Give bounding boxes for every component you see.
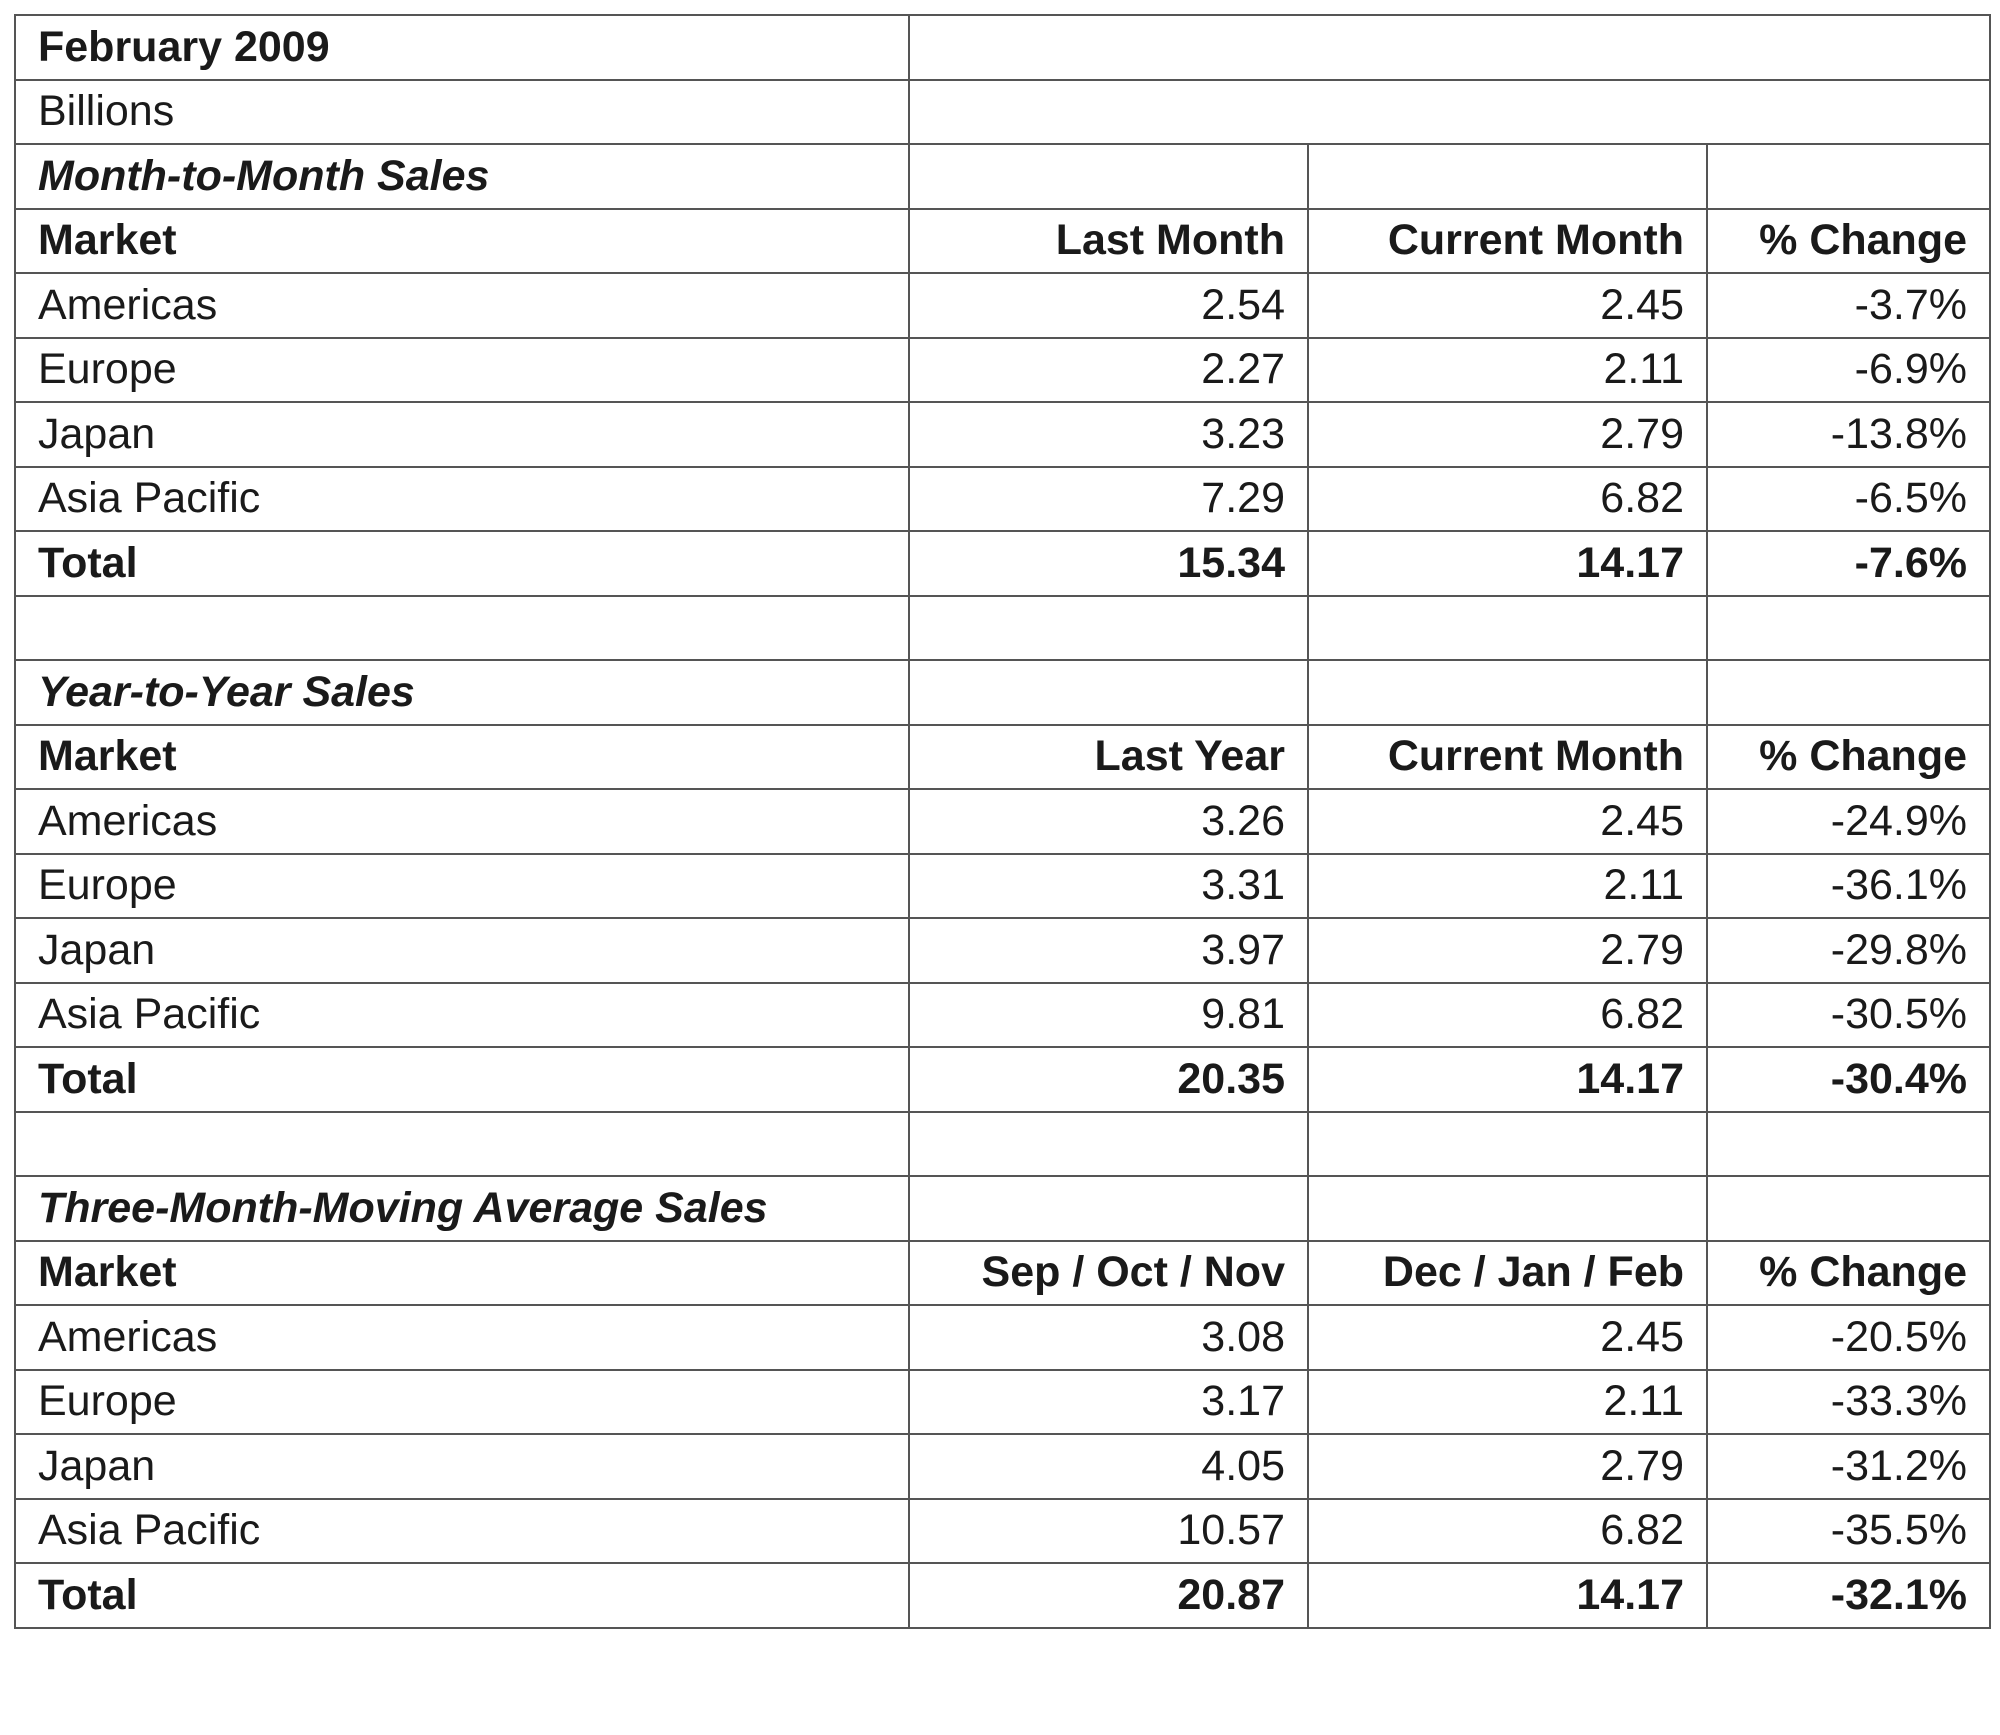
value-cell: 10.57 <box>909 1499 1308 1564</box>
table-row <box>15 1305 1990 1370</box>
section-title-row <box>15 660 1990 725</box>
market-name: Japan <box>15 1434 909 1499</box>
market-name: Europe <box>15 338 909 403</box>
value-cell: 2.45 <box>1308 789 1707 854</box>
market-name: Americas <box>15 1305 909 1370</box>
total-value: -7.6% <box>1707 531 1990 596</box>
section-title: Three-Month-Moving Average Sales <box>15 1176 909 1241</box>
column-header-row <box>15 1241 1990 1306</box>
table-row <box>15 918 1990 983</box>
market-name: Americas <box>15 273 909 338</box>
value-cell: -29.8% <box>1707 918 1990 983</box>
total-value: 20.87 <box>909 1563 1308 1628</box>
column-header: Dec / Jan / Feb <box>1308 1241 1707 1306</box>
table-row <box>15 467 1990 532</box>
column-header: % Change <box>1707 209 1990 274</box>
market-name: Japan <box>15 402 909 467</box>
value-cell: -31.2% <box>1707 1434 1990 1499</box>
table-row <box>15 1370 1990 1435</box>
blank-cell <box>909 144 1308 209</box>
value-cell: 3.17 <box>909 1370 1308 1435</box>
value-cell: 2.45 <box>1308 1305 1707 1370</box>
value-cell: 6.82 <box>1308 1499 1707 1564</box>
value-cell: 9.81 <box>909 983 1308 1048</box>
value-cell: 2.45 <box>1308 273 1707 338</box>
table-row <box>15 854 1990 919</box>
blank-cell <box>1707 660 1990 725</box>
blank-cell <box>1308 1176 1707 1241</box>
column-header: Current Month <box>1308 209 1707 274</box>
column-header: Last Month <box>909 209 1308 274</box>
title-row <box>15 15 1990 80</box>
value-cell: 2.79 <box>1308 402 1707 467</box>
blank-cell <box>15 1112 909 1177</box>
section-title-row <box>15 1176 1990 1241</box>
value-cell: 2.79 <box>1308 1434 1707 1499</box>
column-header-row <box>15 209 1990 274</box>
spacer-row <box>15 596 1990 661</box>
column-header: Market <box>15 209 909 274</box>
value-cell: -6.9% <box>1707 338 1990 403</box>
unit-row-blank <box>909 80 1990 145</box>
blank-cell <box>1308 1112 1707 1177</box>
blank-cell <box>1707 1112 1990 1177</box>
sales-table-body <box>15 15 1990 1628</box>
blank-cell <box>909 1112 1308 1177</box>
market-name: Asia Pacific <box>15 1499 909 1564</box>
market-name: Americas <box>15 789 909 854</box>
table-row <box>15 1499 1990 1564</box>
blank-cell <box>909 660 1308 725</box>
value-cell: 2.79 <box>1308 918 1707 983</box>
section-title: Month-to-Month Sales <box>15 144 909 209</box>
table-title: February 2009 <box>15 15 909 80</box>
total-row <box>15 1047 1990 1112</box>
total-value: 14.17 <box>1308 1563 1707 1628</box>
table-row <box>15 338 1990 403</box>
value-cell: 6.82 <box>1308 983 1707 1048</box>
total-value: 20.35 <box>909 1047 1308 1112</box>
section-title: Year-to-Year Sales <box>15 660 909 725</box>
blank-cell <box>1308 596 1707 661</box>
total-label: Total <box>15 1047 909 1112</box>
blank-cell <box>15 596 909 661</box>
value-cell: 3.31 <box>909 854 1308 919</box>
unit-row <box>15 80 1990 145</box>
blank-cell <box>1707 1176 1990 1241</box>
value-cell: 4.05 <box>909 1434 1308 1499</box>
value-cell: 3.23 <box>909 402 1308 467</box>
total-label: Total <box>15 1563 909 1628</box>
market-name: Europe <box>15 854 909 919</box>
blank-cell <box>1707 596 1990 661</box>
blank-cell <box>909 596 1308 661</box>
total-value: -32.1% <box>1707 1563 1990 1628</box>
column-header: Current Month <box>1308 725 1707 790</box>
column-header: % Change <box>1707 1241 1990 1306</box>
value-cell: 7.29 <box>909 467 1308 532</box>
total-row <box>15 1563 1990 1628</box>
section-title-row <box>15 144 1990 209</box>
value-cell: 2.11 <box>1308 338 1707 403</box>
value-cell: -3.7% <box>1707 273 1990 338</box>
value-cell: -20.5% <box>1707 1305 1990 1370</box>
value-cell: 2.11 <box>1308 1370 1707 1435</box>
value-cell: -35.5% <box>1707 1499 1990 1564</box>
market-name: Europe <box>15 1370 909 1435</box>
value-cell: -13.8% <box>1707 402 1990 467</box>
market-name: Japan <box>15 918 909 983</box>
column-header: Last Year <box>909 725 1308 790</box>
table-unit: Billions <box>15 80 909 145</box>
value-cell: -6.5% <box>1707 467 1990 532</box>
table-row <box>15 983 1990 1048</box>
value-cell: 3.97 <box>909 918 1308 983</box>
value-cell: -33.3% <box>1707 1370 1990 1435</box>
total-value: 14.17 <box>1308 531 1707 596</box>
total-value: 15.34 <box>909 531 1308 596</box>
table-row <box>15 273 1990 338</box>
title-row-blank <box>909 15 1990 80</box>
value-cell: 3.26 <box>909 789 1308 854</box>
table-row <box>15 402 1990 467</box>
value-cell: -36.1% <box>1707 854 1990 919</box>
value-cell: 2.11 <box>1308 854 1707 919</box>
value-cell: -30.5% <box>1707 983 1990 1048</box>
value-cell: 3.08 <box>909 1305 1308 1370</box>
value-cell: 2.27 <box>909 338 1308 403</box>
column-header-row <box>15 725 1990 790</box>
column-header: % Change <box>1707 725 1990 790</box>
total-label: Total <box>15 531 909 596</box>
sales-table <box>14 14 1991 1629</box>
total-row <box>15 531 1990 596</box>
blank-cell <box>1707 144 1990 209</box>
blank-cell <box>1308 144 1707 209</box>
column-header: Sep / Oct / Nov <box>909 1241 1308 1306</box>
column-header: Market <box>15 1241 909 1306</box>
blank-cell <box>1308 660 1707 725</box>
value-cell: -24.9% <box>1707 789 1990 854</box>
blank-cell <box>909 1176 1308 1241</box>
value-cell: 2.54 <box>909 273 1308 338</box>
value-cell: 6.82 <box>1308 467 1707 532</box>
column-header: Market <box>15 725 909 790</box>
total-value: 14.17 <box>1308 1047 1707 1112</box>
table-row <box>15 789 1990 854</box>
total-value: -30.4% <box>1707 1047 1990 1112</box>
market-name: Asia Pacific <box>15 467 909 532</box>
table-row <box>15 1434 1990 1499</box>
market-name: Asia Pacific <box>15 983 909 1048</box>
spacer-row <box>15 1112 1990 1177</box>
